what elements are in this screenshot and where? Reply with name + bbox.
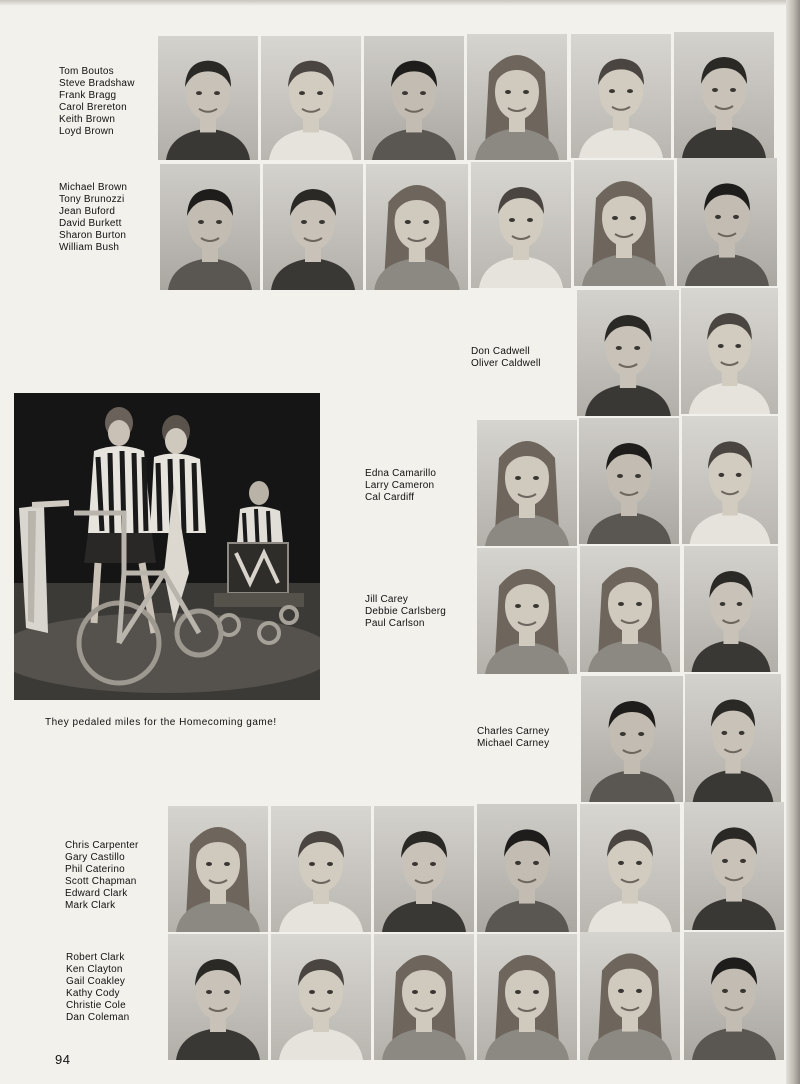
name-list (477, 726, 549, 750)
name-list (471, 346, 541, 370)
name-list (59, 182, 127, 254)
student-name: Edna Camarillo (365, 468, 437, 479)
portrait-photo (477, 934, 577, 1060)
student-name: Larry Cameron (365, 480, 435, 491)
name-list (365, 594, 446, 630)
portrait-photo (477, 420, 577, 546)
portrait-photo (271, 806, 371, 932)
portrait-photo (364, 36, 464, 160)
portrait-photo (271, 934, 371, 1060)
portrait-photo (160, 164, 260, 290)
student-name: Mark Clark (65, 900, 116, 911)
portrait-photo (158, 36, 258, 160)
portrait-photo (581, 676, 683, 802)
student-name: David Burkett (59, 218, 122, 229)
portrait-photo (579, 418, 679, 544)
portrait-photo (467, 34, 567, 160)
portrait-photo (681, 288, 778, 414)
student-name: Jean Buford (59, 206, 116, 217)
student-name: Sharon Burton (59, 230, 127, 241)
student-name: Carol Brereton (59, 102, 127, 113)
portrait-photo (677, 158, 777, 286)
student-name: Debbie Carlsberg (365, 606, 447, 617)
student-name: Frank Bragg (59, 90, 117, 101)
portrait-photo (366, 164, 468, 290)
student-name: Kathy Cody (66, 988, 120, 999)
student-name: Tom Boutos (59, 66, 114, 77)
student-name: Steve Bradshaw (59, 78, 135, 89)
name-list (365, 468, 436, 504)
student-name: William Bush (59, 242, 120, 253)
photo-caption: They pedaled miles for the Homecoming game! (45, 717, 277, 728)
portrait-photo (580, 546, 680, 672)
student-name: Edward Clark (65, 888, 128, 899)
student-name: Keith Brown (59, 114, 116, 125)
student-name: Loyd Brown (59, 126, 114, 137)
portrait-photo (682, 416, 778, 544)
student-name: Christie Cole (66, 1000, 126, 1011)
student-name: Scott Chapman (65, 876, 137, 887)
portrait-photo (471, 162, 571, 288)
portrait-photo (580, 932, 680, 1060)
portrait-photo (684, 802, 784, 930)
name-list (65, 840, 139, 912)
student-name: Paul Carlson (365, 618, 425, 629)
student-name: Oliver Caldwell (471, 358, 541, 369)
portrait-photo (168, 806, 268, 932)
portrait-photo (685, 674, 781, 802)
student-name: Phil Caterino (65, 864, 125, 875)
candid-photo (14, 393, 320, 700)
student-name: Cal Cardiff (365, 492, 415, 503)
portrait-photo (261, 36, 361, 160)
name-list (59, 66, 135, 138)
portrait-photo (263, 164, 363, 290)
portrait-photo (477, 804, 577, 932)
portrait-photo (574, 160, 674, 286)
portrait-photo (571, 34, 671, 158)
student-name: Jill Carey (365, 594, 409, 605)
portrait-photo (374, 806, 474, 932)
student-name: Robert Clark (66, 952, 125, 963)
portrait-photo (674, 32, 774, 158)
student-name: Michael Brown (59, 182, 128, 193)
page-number: 94 (55, 1052, 71, 1067)
name-list (66, 952, 129, 1024)
student-name: Tony Brunozzi (59, 194, 125, 205)
student-name: Dan Coleman (66, 1012, 130, 1023)
student-name: Gary Castillo (65, 852, 125, 863)
portrait-photo (477, 548, 577, 674)
student-name: Gail Coakley (66, 976, 126, 987)
portrait-photo (577, 290, 679, 416)
page-edge (786, 0, 800, 1084)
portrait-photo (374, 934, 474, 1060)
portrait-photo (168, 934, 268, 1060)
portrait-photo (684, 546, 778, 672)
portrait-photo (580, 804, 680, 932)
student-name: Don Cadwell (471, 346, 530, 357)
student-name: Charles Carney (477, 726, 550, 737)
page-top-shadow (0, 0, 800, 6)
student-name: Chris Carpenter (65, 840, 139, 851)
portrait-photo (684, 932, 784, 1060)
student-name: Michael Carney (477, 738, 550, 749)
student-name: Ken Clayton (66, 964, 123, 975)
